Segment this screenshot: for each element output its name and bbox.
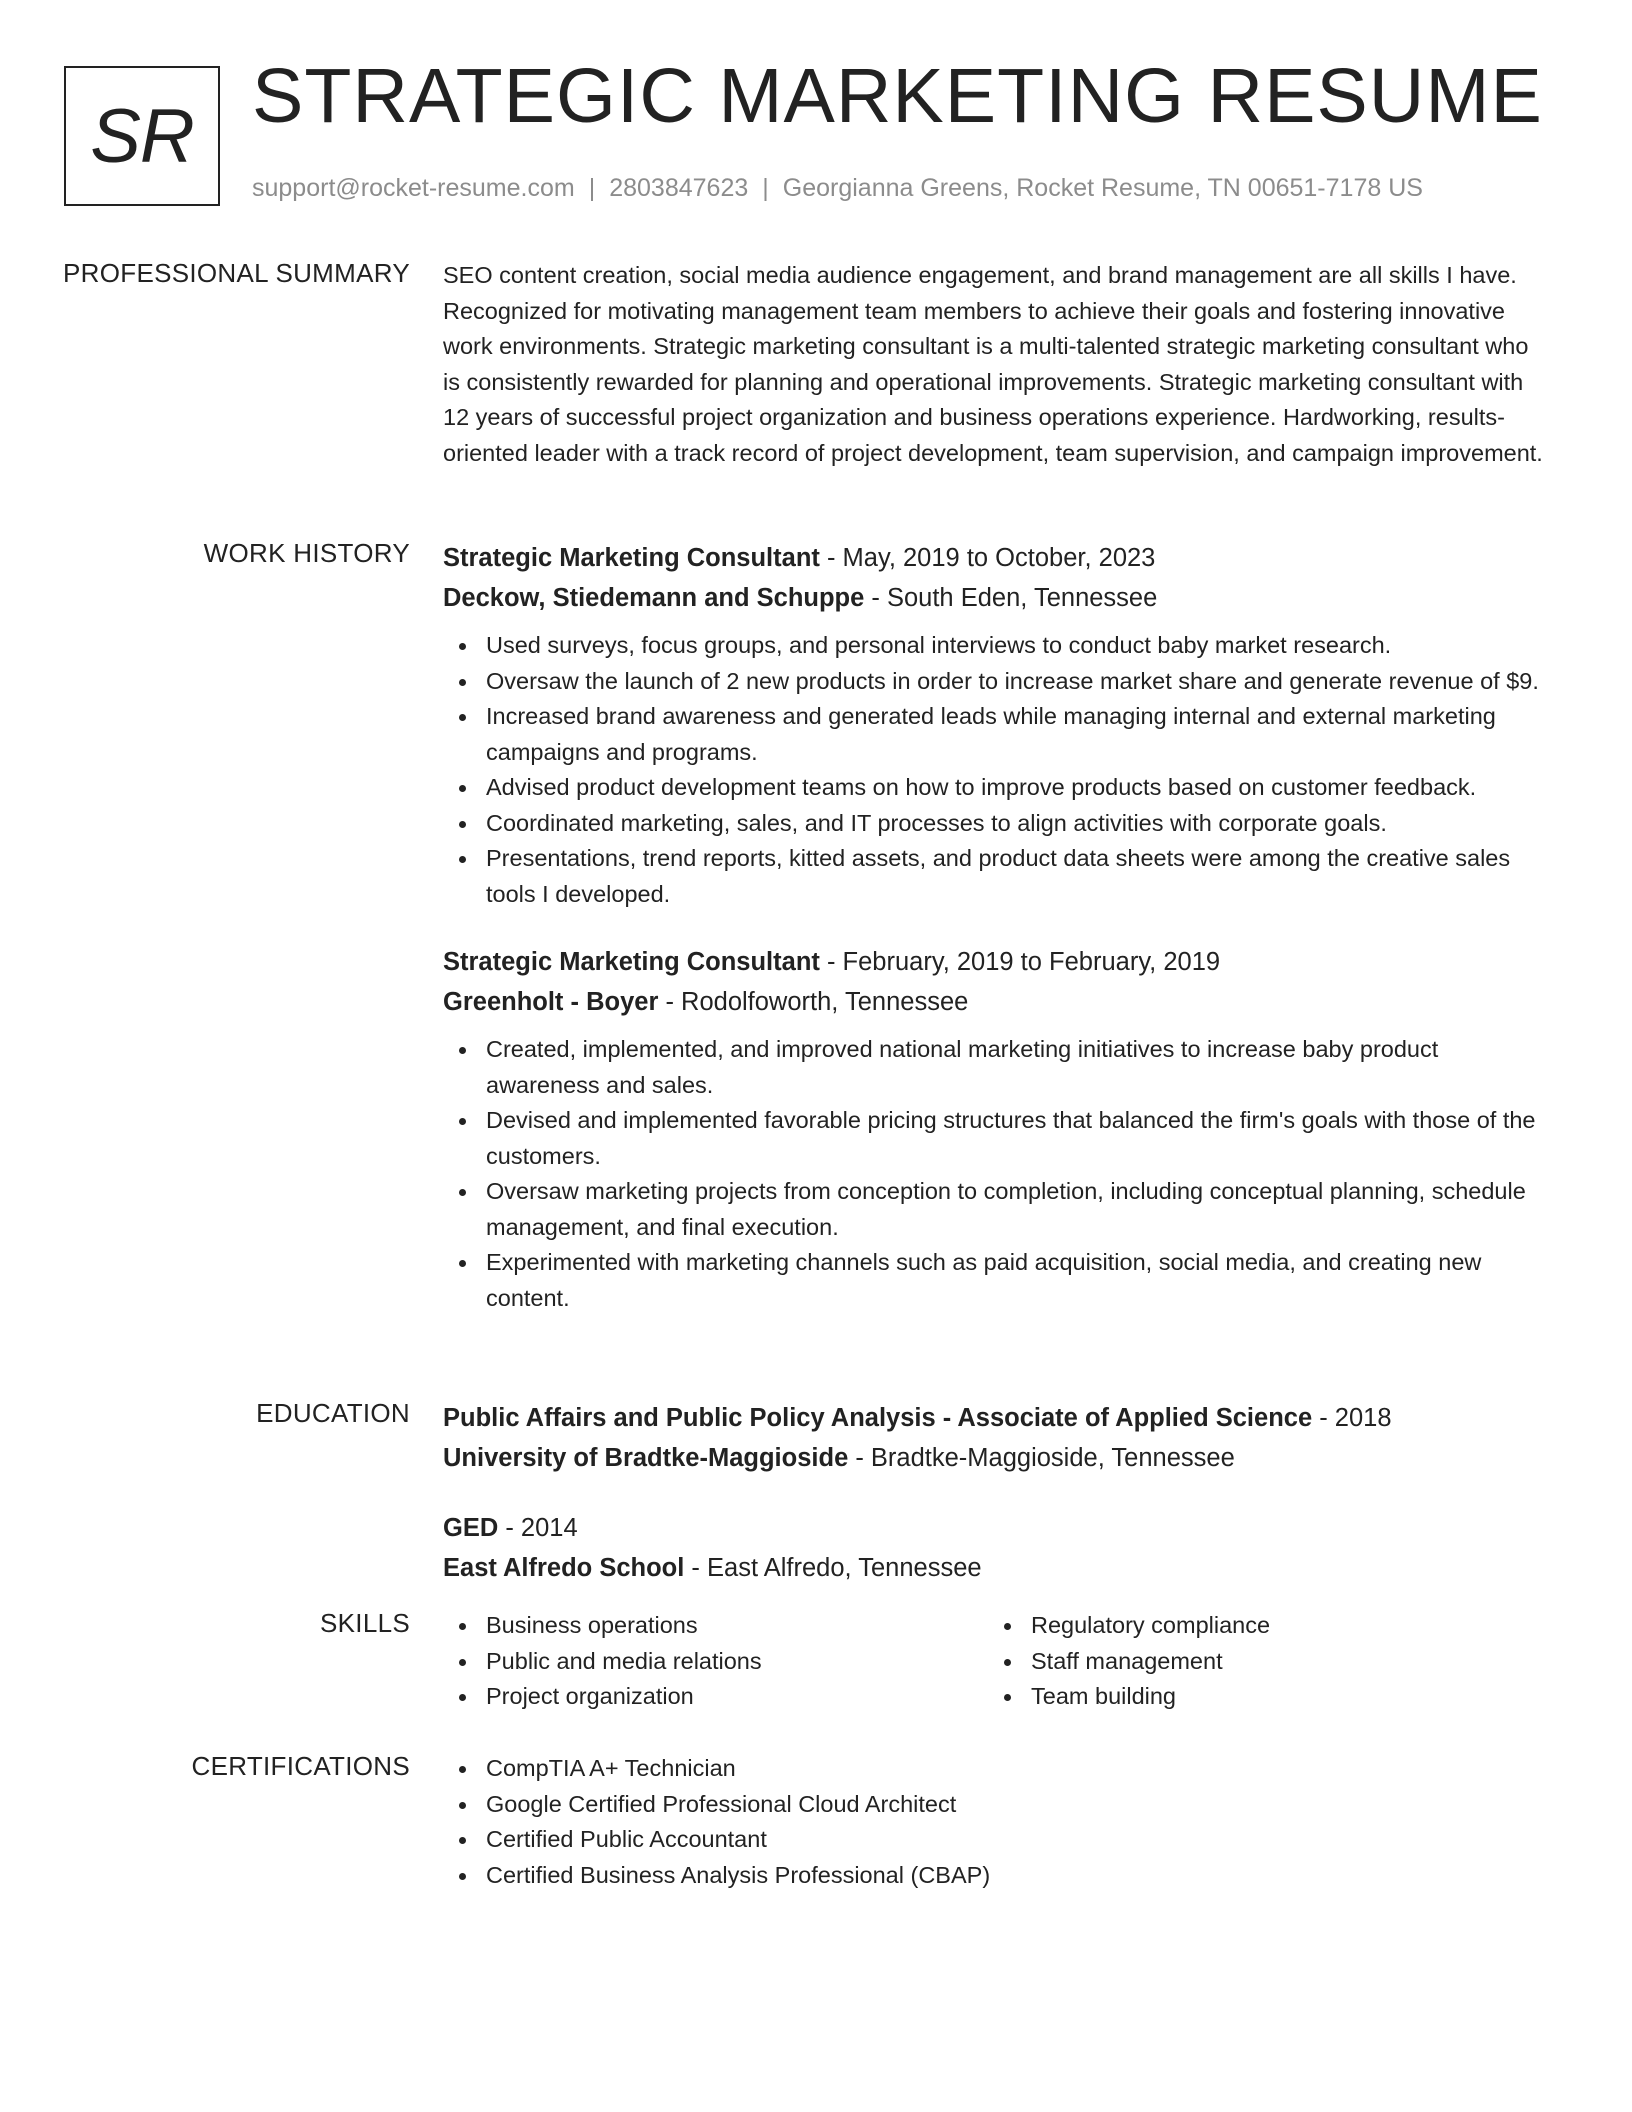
degree-line [443, 1398, 1543, 1438]
skills-grid [443, 1608, 1543, 1715]
job-dates: - February, 2019 to February, 2019 [819, 948, 1221, 976]
list-item: Advised product development teams on how to improve products based on customer feedback. [486, 770, 1543, 806]
school-location: - East Alfredo, Tennessee [684, 1554, 982, 1582]
contact-address: Georgianna Greens, Rocket Resume, TN 00651-7178 US [782, 174, 1423, 202]
list-item: Certified Business Analysis Professional (CBAP) [486, 1858, 1543, 1894]
degree-year: - 2018 [1312, 1404, 1392, 1432]
job-title: Strategic Marketing Consultant [443, 948, 820, 976]
list-item: Coordinated marketing, sales, and IT processes to align activities with corporate goals. [486, 806, 1543, 842]
degree-line [443, 1508, 1543, 1548]
degree-name: GED [443, 1514, 499, 1542]
section-label: WORK HISTORY [203, 538, 410, 568]
monogram-logo: SR [64, 66, 220, 206]
school-name: University of Bradtke-Maggioside [443, 1444, 849, 1472]
contact-email: support@rocket-resume.com [252, 174, 575, 202]
school-line [443, 1548, 1543, 1588]
summary-text: SEO content creation, social media audience engagement, and brand management are all skills I have. Recognized for motivating management team members to achieve their goals and fostering innovative work environments. Strategic marketing consultant is a multi-talented strategic marketing consultant who is consistently rewarded for planning and operational improvements. Strategic marketing consultant with 12 years of successful project organization and business operations experience. Hardworking, results-oriented leader with a track record of project development, team supervision, and campaign improvement. [443, 262, 1543, 466]
school-location: - Bradtke-Maggioside, Tennessee [848, 1444, 1235, 1472]
list-item: Experimented with marketing channels such as paid acquisition, social media, and creating new content. [486, 1245, 1543, 1316]
skills-list [988, 1608, 1533, 1715]
list-item: Google Certified Professional Cloud Architect [486, 1787, 1543, 1823]
contact-line [252, 174, 1423, 203]
list-item: Regulatory compliance [1031, 1608, 1533, 1644]
job-entry [443, 942, 1543, 1316]
job-company-line [443, 578, 1543, 618]
section-body [443, 1398, 1543, 1588]
certifications-list [443, 1751, 1543, 1893]
school-name: East Alfredo School [443, 1554, 685, 1582]
list-item: Oversaw the launch of 2 new products in order to increase market share and generate revenue of $9. [486, 664, 1543, 700]
resume-title: STRATEGIC MARKETING RESUME [252, 53, 1543, 139]
job-bullets [443, 628, 1543, 912]
section-body [443, 1751, 1543, 1893]
skills-column [988, 1608, 1533, 1715]
job-company: Greenholt - Boyer [443, 988, 659, 1016]
list-item: Public and media relations [486, 1644, 988, 1680]
job-location: - Rodolfoworth, Tennessee [658, 988, 969, 1016]
job-title-line [443, 942, 1543, 982]
section-label: PROFESSIONAL SUMMARY [63, 258, 410, 288]
job-location: - South Eden, Tennessee [864, 584, 1158, 612]
contact-separator: | [588, 174, 596, 202]
section-body [443, 1608, 1543, 1715]
section-label: SKILLS [320, 1608, 410, 1638]
list-item: Staff management [1031, 1644, 1533, 1680]
contact-separator: | [762, 174, 769, 202]
job-dates: - May, 2019 to October, 2023 [819, 544, 1156, 572]
list-item: Increased brand awareness and generated leads while managing internal and external marketing campaigns and programs. [486, 699, 1543, 770]
job-company-line [443, 982, 1543, 1022]
list-item: Team building [1031, 1679, 1533, 1715]
education-entry [443, 1508, 1543, 1588]
skills-list [443, 1608, 988, 1715]
list-item: Certified Public Accountant [486, 1822, 1543, 1858]
job-title: Strategic Marketing Consultant [443, 544, 820, 572]
job-company: Deckow, Stiedemann and Schuppe [443, 584, 865, 612]
section-body [443, 538, 1543, 1316]
list-item: Presentations, trend reports, kitted assets, and product data sheets were among the creative sales tools I developed. [486, 841, 1543, 912]
school-line [443, 1438, 1543, 1478]
section-label: CERTIFICATIONS [191, 1751, 410, 1781]
list-item: CompTIA A+ Technician [486, 1751, 1543, 1787]
list-item: Project organization [486, 1679, 988, 1715]
degree-year: - 2014 [498, 1514, 578, 1542]
education-entry [443, 1398, 1543, 1478]
list-item: Devised and implemented favorable pricing structures that balanced the firm's goals with those of the customers. [486, 1103, 1543, 1174]
section-label: EDUCATION [256, 1398, 410, 1428]
job-title-line [443, 538, 1543, 578]
job-entry [443, 538, 1543, 912]
degree-name: Public Affairs and Public Policy Analysis - Associate of Applied Science [443, 1404, 1313, 1432]
list-item: Used surveys, focus groups, and personal interviews to conduct baby market research. [486, 628, 1543, 664]
section-body [443, 258, 1543, 471]
list-item: Oversaw marketing projects from conception to completion, including conceptual planning, schedule management, and final execution. [486, 1174, 1543, 1245]
job-bullets [443, 1032, 1543, 1316]
contact-phone: 2803847623 [609, 174, 749, 202]
list-item: Created, implemented, and improved national marketing initiatives to increase baby product awareness and sales. [486, 1032, 1543, 1103]
list-item: Business operations [486, 1608, 988, 1644]
skills-column [443, 1608, 988, 1715]
